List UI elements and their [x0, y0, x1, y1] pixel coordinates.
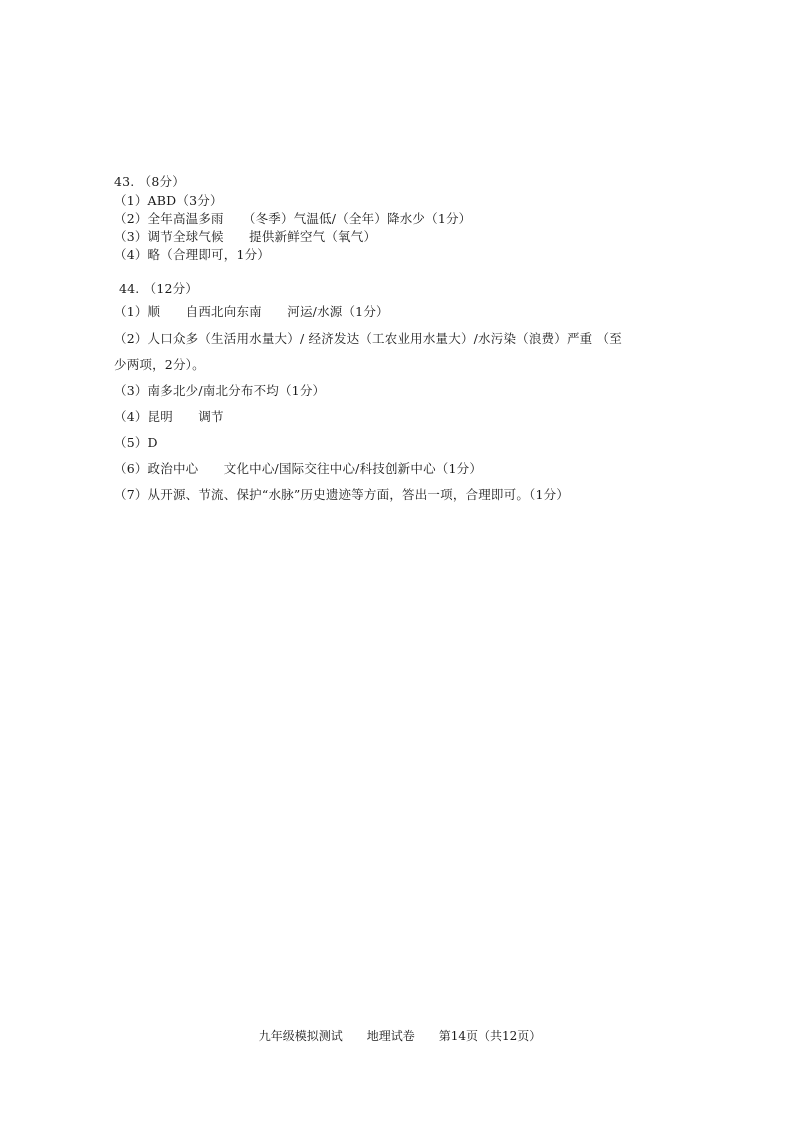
q44-answer-4: （4）昆明 调节	[114, 409, 224, 424]
page-footer: 九年级模拟测试 地理试卷 第14页（共12页）	[258, 1029, 542, 1043]
q44-answer-6: （6）政治中心 文化中心/国际交往中心/科技创新中心（1分）	[114, 461, 483, 476]
q44-answer-7: （7）从开源、节流、保护“水脉”历史遗迹等方面，答出一项，合理即可。（1分）	[114, 487, 570, 502]
q43-answer-3: （3）调节全球气候 提供新鲜空气（氧气）	[114, 229, 377, 244]
q44-answer-2-cont: 少两项，2分）。	[114, 357, 205, 372]
q44-answer-3: （3）南多北少/南北分布不均（1分）	[114, 383, 326, 398]
q43-answer-1: （1）ABD（3分）	[114, 193, 223, 208]
q44-answer-1: （1）顺 自西北向东南 河运/水源（1分）	[114, 304, 389, 319]
q44-header: 44. （12分）	[119, 281, 199, 296]
q43-answer-4: （4）略（合理即可，1分）	[114, 247, 271, 262]
q43-header: 43. （8分）	[114, 174, 185, 189]
q44-answer-5: （5）D	[114, 435, 158, 450]
q44-answer-2: （2）人口众多（生活用水量大）/ 经济发达（工农业用水量大）/水污染（浪费）严重 （至	[114, 331, 622, 346]
q43-answer-2: （2）全年高温多雨 （冬季）气温低/（全年）降水少（1分）	[114, 211, 472, 226]
